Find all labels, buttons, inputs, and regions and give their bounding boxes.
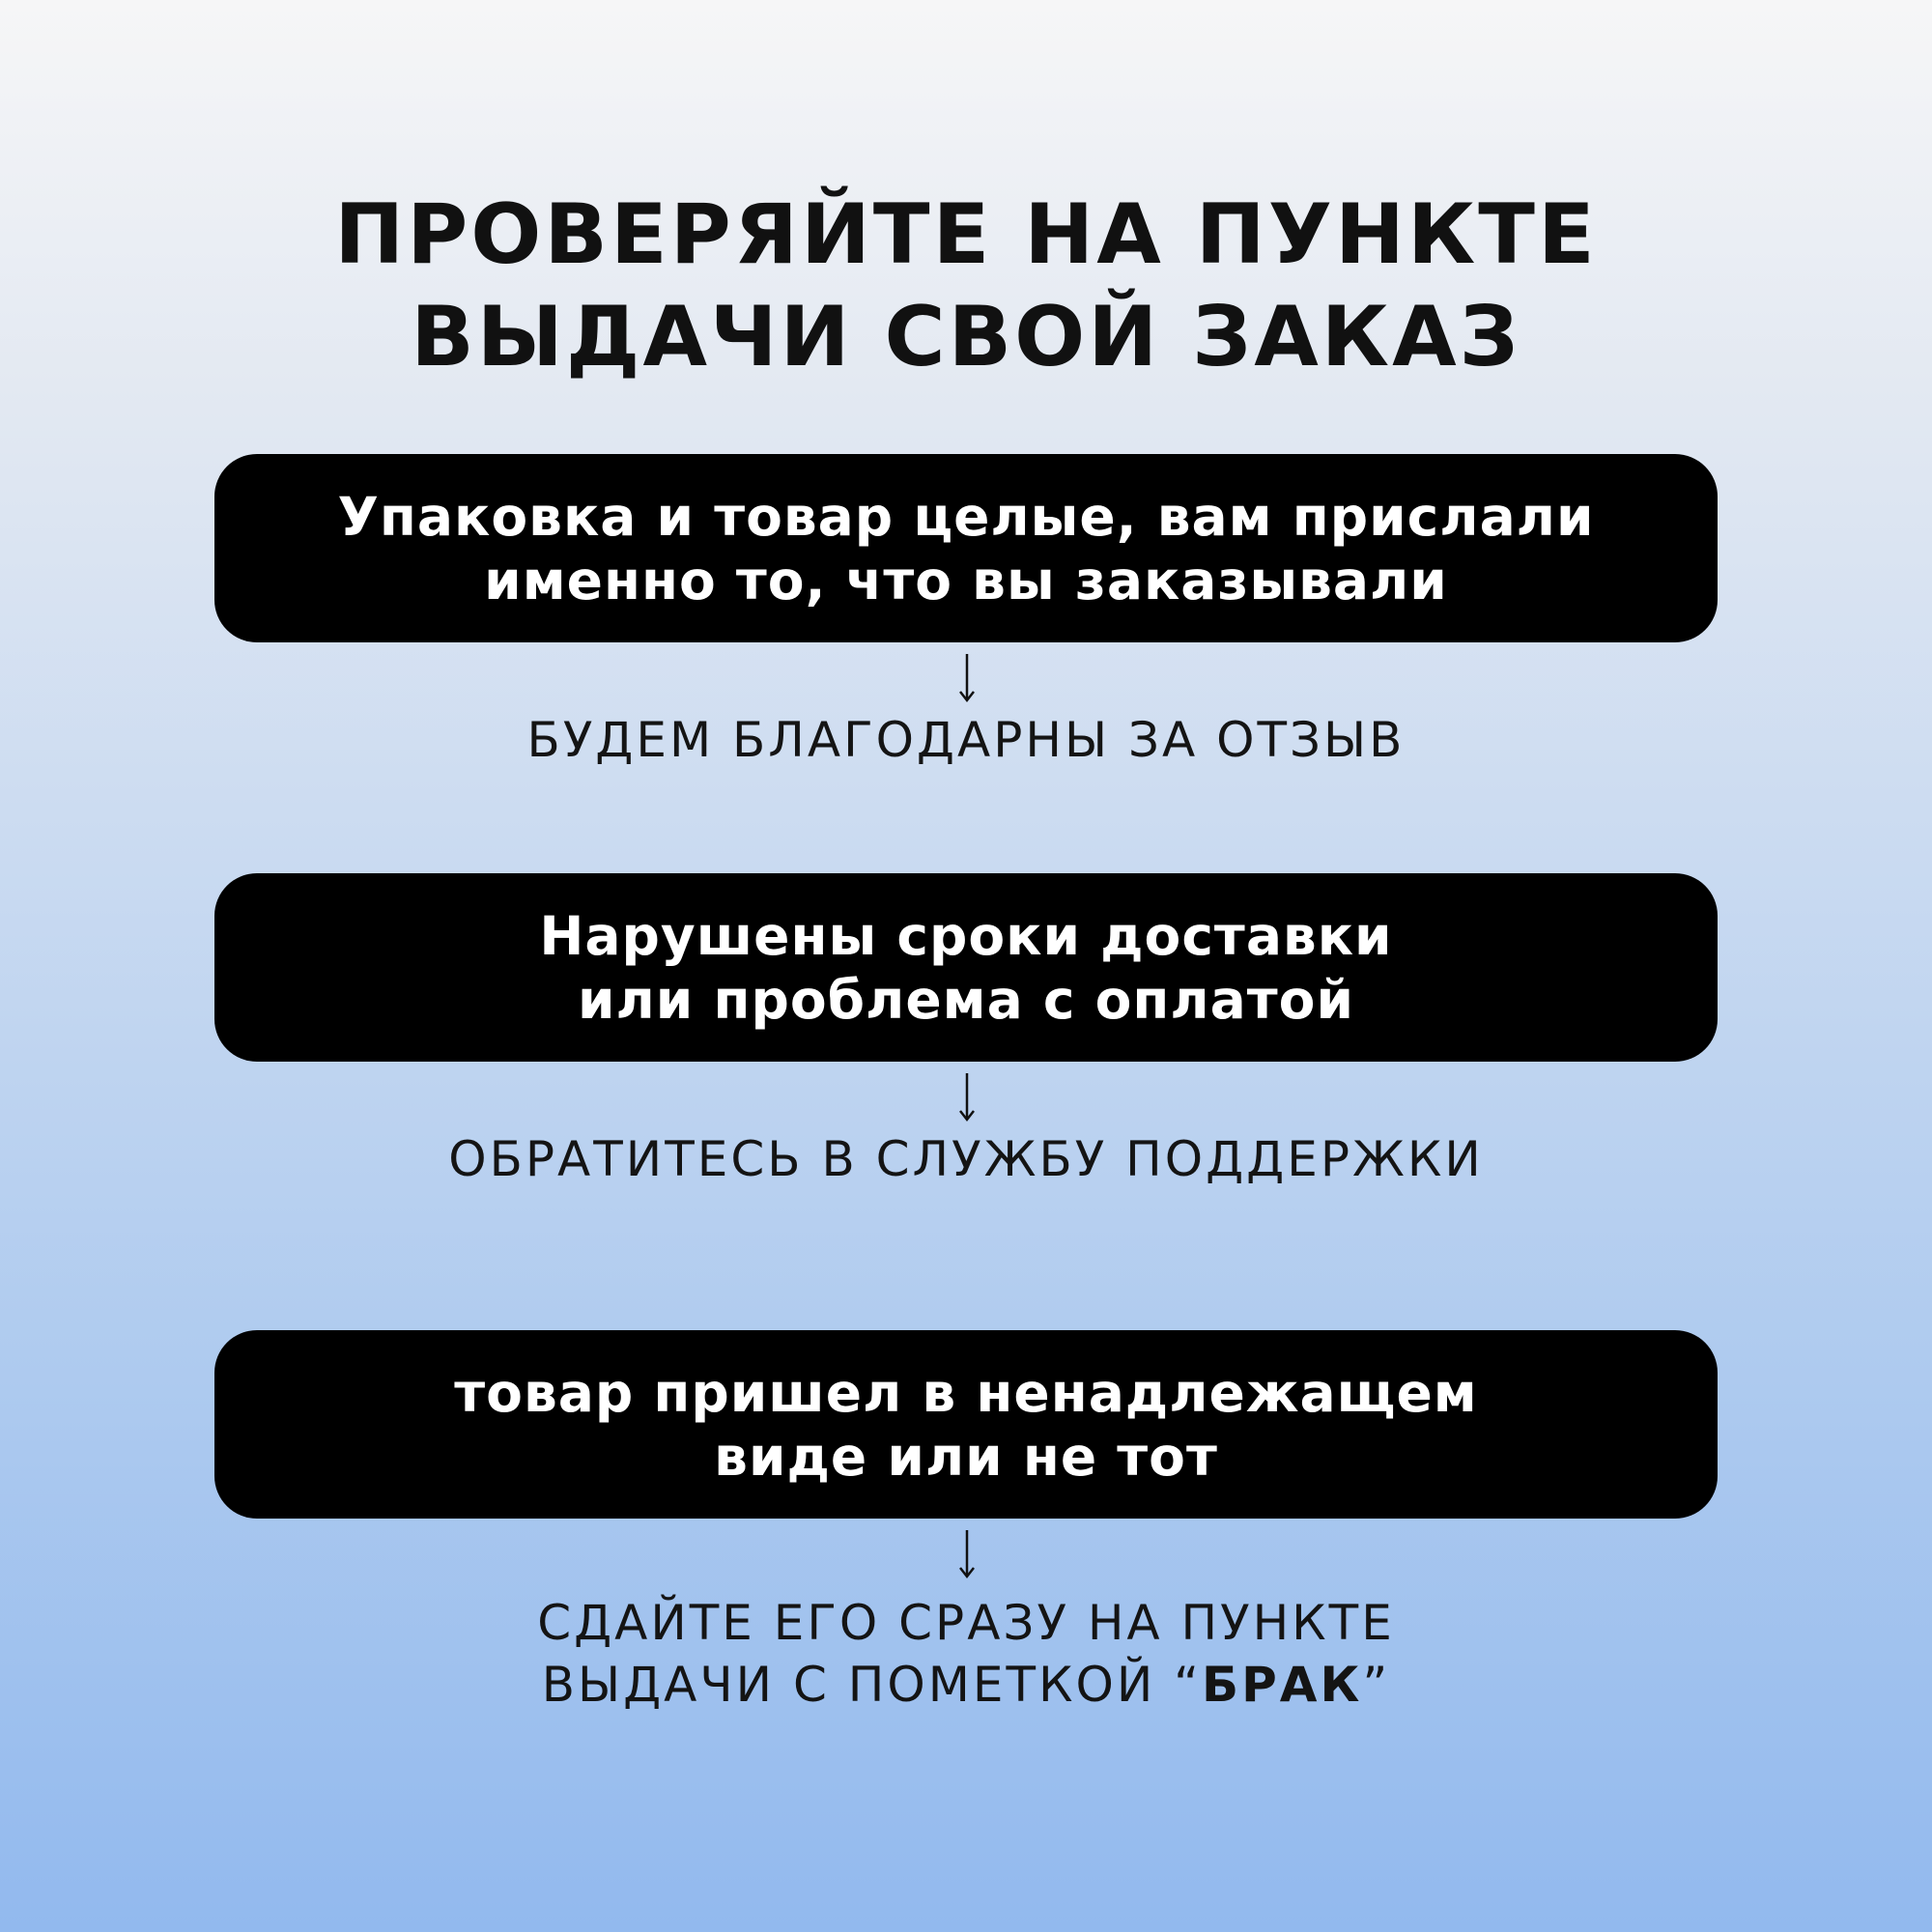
- card-line: Упаковка и товар целые, вам прислали: [337, 485, 1595, 548]
- result-note-return: [0, 1592, 1932, 1716]
- arrow-down-icon: [952, 653, 981, 703]
- arrow-down-icon: [952, 1529, 981, 1579]
- note-line: [0, 1654, 1932, 1716]
- result-note-review: [0, 709, 1932, 771]
- note-line: БУДЕМ БЛАГОДАРНЫ ЗА ОТЗЫВ: [526, 712, 1406, 768]
- title-line-2: ВЫДАЧИ СВОЙ ЗАКАЗ: [411, 289, 1521, 385]
- arrow-down-icon: [952, 1072, 981, 1122]
- condition-card-ok: [214, 454, 1718, 642]
- card-line: Нарушены сроки доставки: [539, 904, 1393, 967]
- note-prefix: ВЫДАЧИ С ПОМЕТКОЙ “: [541, 1657, 1203, 1713]
- note-line: СДАЙТЕ ЕГО СРАЗУ НА ПУНКТЕ: [537, 1595, 1395, 1651]
- defect-label: БРАК: [1202, 1657, 1363, 1713]
- card-line: товар пришел в ненадлежащем: [454, 1361, 1478, 1424]
- card-line: или проблема с оплатой: [577, 968, 1354, 1031]
- note-suffix: ”: [1362, 1657, 1391, 1713]
- result-note-support: [0, 1128, 1932, 1190]
- condition-card-delivery: [214, 873, 1718, 1062]
- page-title: [0, 184, 1932, 388]
- condition-card-defect: [214, 1330, 1718, 1519]
- note-line: ОБРАТИТЕСЬ В СЛУЖБУ ПОДДЕРЖКИ: [448, 1131, 1484, 1187]
- card-line: виде или не тот: [714, 1425, 1218, 1488]
- card-line: именно то, что вы заказывали: [484, 549, 1448, 611]
- title-line-1: ПРОВЕРЯЙТЕ НА ПУНКТЕ: [334, 186, 1598, 283]
